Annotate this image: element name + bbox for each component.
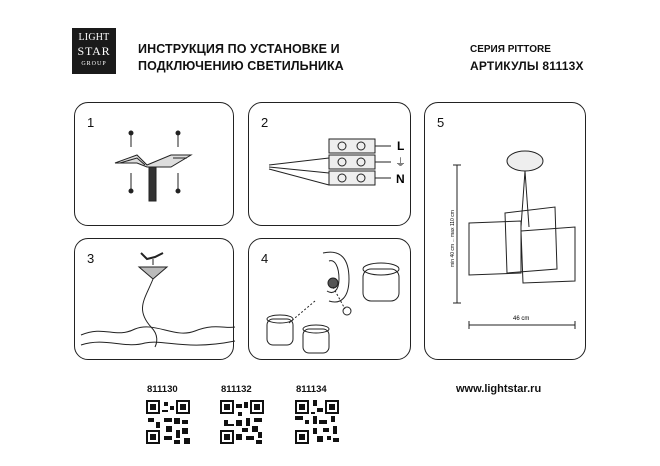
logo-text-star: STAR: [77, 44, 111, 58]
logo-text-light: LIGHT: [78, 32, 110, 43]
step-number: 1: [87, 115, 95, 130]
article-811132: 811132: [221, 384, 252, 395]
website-link[interactable]: www.lightstar.ru: [456, 383, 542, 395]
qr-code-811130[interactable]: [146, 400, 190, 444]
qr-code-icon: [146, 400, 190, 444]
title-line-1: ИНСТРУКЦИЯ ПО УСТАНОВКЕ И: [138, 42, 340, 56]
article-811134: 811134: [296, 384, 327, 395]
qr-code-811132[interactable]: [220, 400, 264, 444]
page-title: [138, 41, 344, 75]
series-label: СЕРИЯ PITTORE: [470, 44, 551, 55]
shade-assembly-drawing: [249, 239, 412, 361]
brand-logo: [72, 28, 116, 74]
title-line-2: ПОДКЛЮЧЕНИЮ СВЕТИЛЬНИКА: [138, 59, 344, 73]
dimensions-drawing: [425, 103, 587, 361]
height-dimension-label: min 40 cm ... max 110 cm: [450, 210, 456, 267]
wire-label-n: N: [396, 172, 405, 186]
qr-code-icon: [295, 400, 339, 444]
step-2-panel: [248, 102, 411, 226]
width-dimension-label: 46 cm: [513, 316, 530, 322]
logo-text-group: GROUP: [81, 61, 107, 67]
qr-code-icon: [220, 400, 264, 444]
terminal-block-drawing: [249, 103, 412, 227]
step-number: 2: [261, 115, 269, 130]
qr-code-811134[interactable]: [295, 400, 339, 444]
step-3-panel: [74, 238, 234, 360]
series-info: [470, 41, 584, 75]
hanging-cable-drawing: [75, 239, 235, 361]
step-5-panel: [424, 102, 586, 360]
step-1-panel: [74, 102, 234, 226]
step-number: 5: [437, 115, 445, 130]
article-811130: 811130: [147, 384, 178, 395]
mounting-bracket-drawing: [75, 103, 235, 227]
step-number: 3: [87, 251, 95, 266]
wire-label-ground: ⏚: [395, 156, 406, 169]
step-number: 4: [261, 251, 269, 266]
wire-label-l: L: [397, 139, 405, 153]
articles-label: АРТИКУЛЫ 81113X: [470, 59, 584, 73]
step-4-panel: [248, 238, 411, 360]
